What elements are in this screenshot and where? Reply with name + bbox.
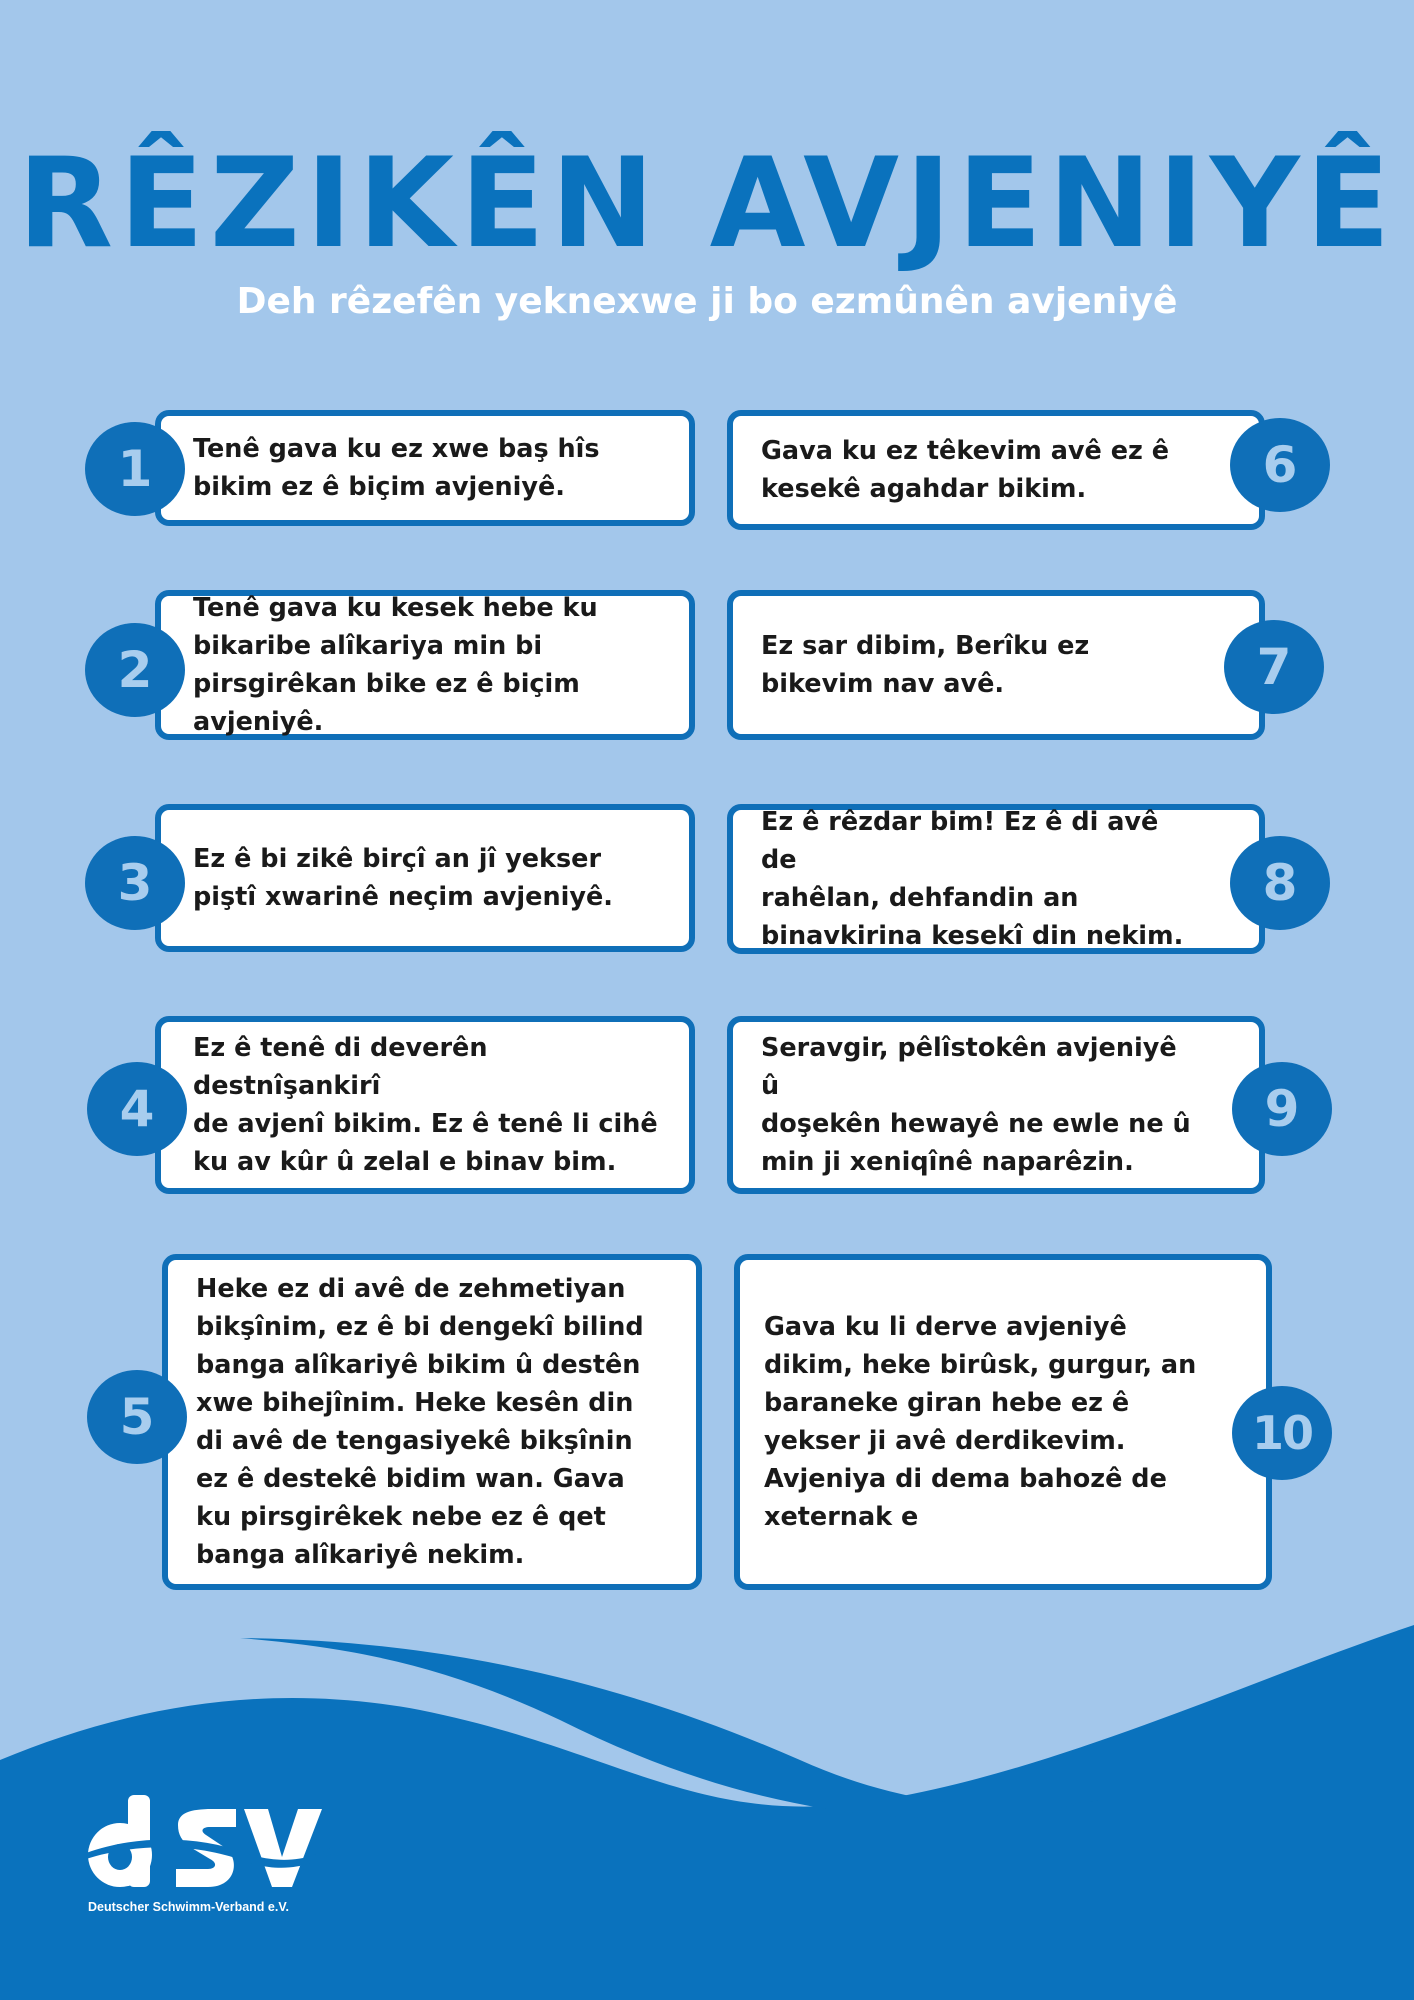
page-subtitle: Deh rêzefên yeknexwe ji bo ezmûnên avjeniyê [236, 281, 1178, 322]
rule-card-5 [162, 1254, 702, 1590]
rule-card-1 [155, 410, 695, 526]
logo-caption: Deutscher Schwimm-Verband e.V. [88, 1900, 290, 1914]
page-title: RÊZIKÊN AVJENIYÊ [17, 132, 1397, 276]
rule-text-4: Ez ê tenê di deverên destnîşankirî de avjenî bikim. Ez ê tenê li cihê ku av kûr û zelal e binav bim. [193, 1033, 658, 1177]
rule-text-7: Ez sar dibim, Berîku ez bikevim nav avê. [761, 631, 1090, 699]
rule-number-8: 8 [1230, 836, 1330, 930]
rule-number-5: 5 [87, 1370, 187, 1464]
rule-number-7: 7 [1224, 620, 1324, 714]
rule-card-6 [727, 410, 1265, 530]
rule-card-2 [155, 590, 695, 740]
rule-text-9: Seravgir, pêlîstokên avjeniyê û doşekên hewayê ne ewle ne û min ji xeniqînê naparêzin. [761, 1033, 1191, 1177]
rule-text-10: Gava ku li derve avjeniyê dikim, heke birûsk, gurgur, an baraneke giran hebe ez ê yekser ji avê derdikevim. Avjeniya di dema bahozê de xeternak e [764, 1312, 1197, 1532]
rule-text-6: Gava ku ez têkevim avê ez ê kesekê agahdar bikim. [761, 436, 1170, 504]
rule-text-8: Ez ê rêzdar bim! Ez ê di avê de rahêlan, dehfandin an binavkirina kesekî din nekim. [761, 807, 1184, 951]
rule-card-9 [727, 1016, 1265, 1194]
rule-card-3 [155, 804, 695, 952]
rule-text-2: Tenê gava ku kesek hebe ku bikaribe alîkariya min bi pirsgirêkan bike ez ê biçim avjeniyê. [193, 593, 598, 737]
dsv-logo [86, 1795, 336, 1895]
rule-number-2: 2 [85, 623, 185, 717]
rule-number-9: 9 [1232, 1062, 1332, 1156]
rule-card-8 [727, 804, 1265, 954]
rule-number-10: 10 [1232, 1386, 1332, 1480]
rule-number-4: 4 [87, 1062, 187, 1156]
rule-text-1: Tenê gava ku ez xwe baş hîs bikim ez ê biçim avjeniyê. [193, 434, 600, 502]
rule-number-6: 6 [1230, 418, 1330, 512]
rule-number-3: 3 [85, 836, 185, 930]
rule-text-3: Ez ê bi zikê birçî an jî yekser piştî xwarinê neçim avjeniyê. [193, 844, 613, 912]
rule-card-7 [727, 590, 1265, 740]
rule-number-1: 1 [85, 422, 185, 516]
rule-card-10 [734, 1254, 1272, 1590]
rule-card-4 [155, 1016, 695, 1194]
rule-text-5: Heke ez di avê de zehmetiyan bikşînim, ez ê bi dengekî bilind banga alîkariyê bikim û destên xwe bihejînim. Heke kesên din di avê de tengasiyekê bikşînin ez ê destekê bidim wan. Gava ku pirsgirêkek nebe ez ê qet banga alîkariyê nekim. [196, 1274, 644, 1570]
